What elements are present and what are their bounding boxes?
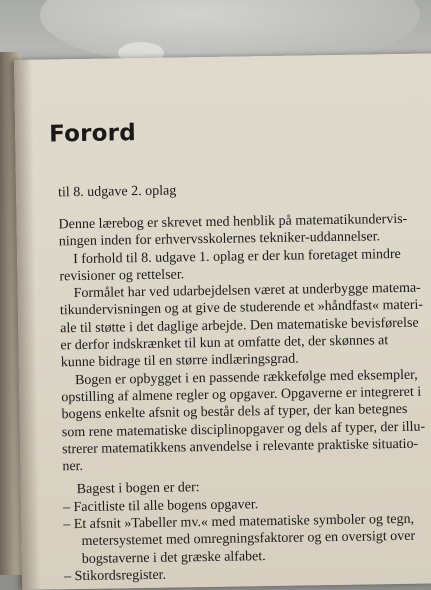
text-line: kunne bidrage til en større indlæringsgrad.: [60, 351, 299, 371]
text-line: metersystemet med omregningsfaktorer og en oversigt over: [81, 529, 416, 550]
text-line: opstilling af almene regler og opgaver. Opgaverne er integreret i: [61, 384, 422, 406]
text-line: Formålet har ved udarbejdelsen været at underbygge matema-: [73, 280, 421, 302]
text-line: ale til støtte i det daglige arbejde. Den matematiske bevisførelse: [60, 315, 419, 337]
book-page: [14, 53, 431, 590]
text-line: ner.: [62, 459, 84, 475]
text-line: revisioner og rettelser.: [59, 267, 185, 285]
text-line: strerer matematikkens anvendelse i relevante praktiske situatio-: [62, 436, 419, 458]
text-line: ningen inden for erhvervsskolernes tekniker-uddannelser.: [58, 229, 381, 250]
list-item: – Stikordsregister.: [64, 567, 167, 585]
text-line: bogens enkelte afsnit og består dels af typer, der kan betegnes: [61, 402, 408, 423]
text-line: bogstaverne i det græske alfabet.: [81, 548, 266, 567]
list-item: – Et afsnit »Tabeller mv.« med matematiske symboler og tegn,: [63, 511, 415, 533]
text-line: er derfor indskrænket til kun at omfatte det, der skønnes at: [60, 333, 389, 354]
page-title: Forord: [48, 120, 137, 148]
page-body: [58, 211, 427, 586]
page-subtitle: til 8. udgave 2. oplag: [57, 183, 177, 201]
text-line: Bagest i bogen er der:: [76, 480, 200, 498]
page-content: [45, 115, 431, 585]
text-line: I forhold til 8. udgave 1. oplag er der kun foretaget mindre: [73, 246, 401, 267]
list-item: – Facitliste til alle bogens opgaver.: [62, 496, 259, 516]
text-line: som rene matematiske disciplinopgaver og dels af typer, der illu-: [61, 419, 426, 440]
text-line: Denne lærebog er skrevet med henblik på matematikundervis-: [58, 211, 408, 233]
text-line: Bogen er opbygget i en passende rækkefølge med eksempler,: [74, 367, 418, 388]
text-line: tikundervisningen og at give de studerende et »håndfast« materi-: [59, 298, 424, 319]
